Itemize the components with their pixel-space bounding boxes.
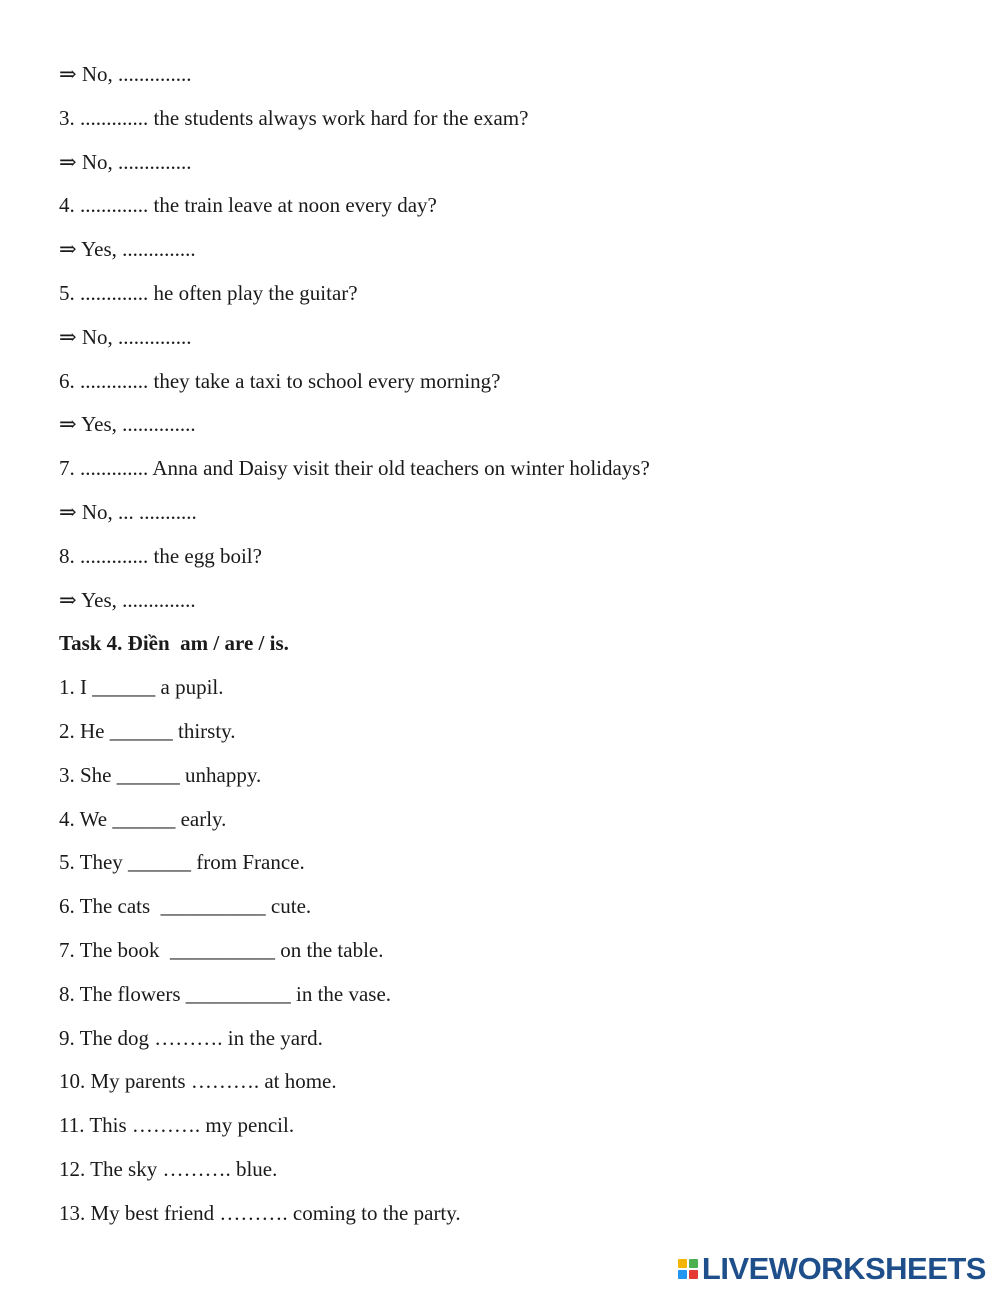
worksheet-line: 8. The flowers __________ in the vase. <box>59 981 392 1006</box>
liveworksheets-logo <box>678 1253 986 1284</box>
worksheet-line: 7. ............. Anna and Daisy visit their old teachers on winter holidays? <box>59 456 650 481</box>
worksheet-line: 5. They ______ from France. <box>59 850 305 875</box>
worksheet-line: 10. My parents ………. at home. <box>59 1069 337 1094</box>
worksheet-line: 13. My best friend ………. coming to the party. <box>59 1200 461 1225</box>
worksheet-line: 11. This ………. my pencil. <box>59 1113 295 1138</box>
worksheet-line: ⇒ No, .............. <box>59 62 192 86</box>
worksheet-line: 2. He ______ thirsty. <box>59 718 236 743</box>
worksheet-line: 1. I ______ a pupil. <box>59 675 224 700</box>
worksheet-line: ⇒ No, .............. <box>59 149 192 174</box>
worksheet-line: 6. ............. they take a taxi to school every morning? <box>59 368 501 393</box>
worksheet-line: 9. The dog ………. in the yard. <box>59 1025 323 1050</box>
worksheet-page <box>59 56 959 1239</box>
worksheet-line: 6. The cats __________ cute. <box>59 894 312 919</box>
logo-square-icon <box>689 1270 698 1279</box>
worksheet-line: ⇒ Yes, .............. <box>59 587 196 612</box>
worksheet-line: 5. ............. he often play the guitar? <box>59 280 358 305</box>
brand-name: LIVEWORKSHEETS <box>701 1251 986 1286</box>
worksheet-line: ⇒ Yes, .............. <box>59 237 196 262</box>
worksheet-line: 4. We ______ early. <box>59 806 227 831</box>
worksheet-line: 8. ............. the egg boil? <box>59 543 262 568</box>
logo-square-icon <box>689 1259 698 1268</box>
logo-square-icon <box>678 1270 687 1279</box>
worksheet-line: 12. The sky ………. blue. <box>59 1156 278 1181</box>
worksheet-line: ⇒ Yes, .............. <box>59 412 196 437</box>
logo-mark-icon <box>678 1259 698 1279</box>
worksheet-line: 4. ............. the train leave at noon every day? <box>59 193 437 218</box>
worksheet-line: ⇒ No, .............. <box>59 324 192 349</box>
worksheet-line: 7. The book __________ on the table. <box>59 937 384 962</box>
worksheet-line: ⇒ No, ... ........... <box>59 499 197 524</box>
worksheet-line: 3. ............. the students always work hard for the exam? <box>59 105 529 130</box>
logo-square-icon <box>678 1259 687 1268</box>
task-heading: Task 4. Điền am / are / is. <box>59 631 289 656</box>
worksheet-line: 3. She ______ unhappy. <box>59 762 262 787</box>
